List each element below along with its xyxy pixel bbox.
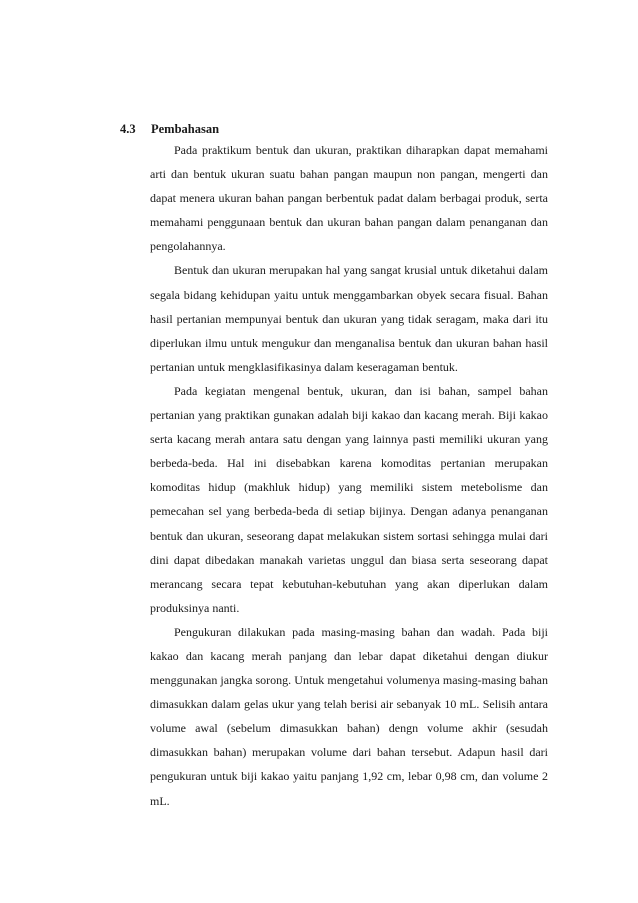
paragraph-purpose: Pada praktikum bentuk dan ukuran, praktikan diharapkan dapat memahami arti dan bentuk ukuran suatu bahan pangan maupun non pangan, mengerti dan dapat menera ukuran bahan pangan berbentuk padat dalam berbagai produk, serta memahami penggunaan bentuk dan ukuran bahan pangan dalam penanganan dan pengolahannya. bbox=[150, 143, 548, 254]
paragraph-measurement: Pengukuran dilakukan pada masing-masing bahan dan wadah. Pada biji kakao dan kacang merah panjang dan lebar dapat diketahui dengan diukur menggunakan jangka sorong. Untuk mengetahui volumenya masing-masing bahan dimasukkan dalam gelas ukur yang telah berisi air sebanyak 10 mL. Selisih antara volume awal (sebelum dimasukkan bahan) dengn volume akhir (sesudah dimasukkan bahan) merupakan volume dari bahan tersebut. Adapun hasil dari pengukuran untuk biji kakao yaitu panjang 1,92 cm, lebar 0,98 cm, dan volume 2 mL. bbox=[150, 624, 548, 808]
paragraph-samples: Pada kegiatan mengenal bentuk, ukuran, dan isi bahan, sampel bahan pertanian yang praktikan gunakan adalah biji kakao dan kacang merah. Biji kakao serta kacang merah antara satu dengan yang lainnya pasti memiliki ukuran yang berbeda-beda. Hal ini disebabkan karena komoditas pertanian merupakan komoditas hidup (makhluk hidup) yang memiliki sistem metebolisme dan pemecahan sel yang berbeda-beda di setiap bijinya. Dengan adanya penanganan bentuk dan ukuran, seseorang dapat melakukan sistem sortasi sehingga mulai dari dini dapat dibedakan manakah varietas unggul dan biasa serta seseorang dapat merancang secara tepat kebutuhan-kebutuhan yang akan diperlukan dalam produksinya nanti. bbox=[150, 383, 548, 615]
section-title: Pembahasan bbox=[151, 122, 220, 136]
section-body bbox=[150, 138, 548, 813]
section-number: 4.3 bbox=[120, 122, 136, 136]
section-heading bbox=[120, 121, 219, 137]
paragraph-importance: Bentuk dan ukuran merupakan hal yang sangat krusial untuk diketahui dalam segala bidang kehidupan yaitu untuk menggambarkan obyek secara fisual. Bahan hasil pertanian mempunyai bentuk dan ukuran yang tidak seragam, maka dari itu diperlukan ilmu untuk mengukur dan menganalisa bentuk dan ukuran bahan hasil pertanian untuk mengklasifikasinya dalam keseragaman bentuk. bbox=[150, 263, 548, 374]
